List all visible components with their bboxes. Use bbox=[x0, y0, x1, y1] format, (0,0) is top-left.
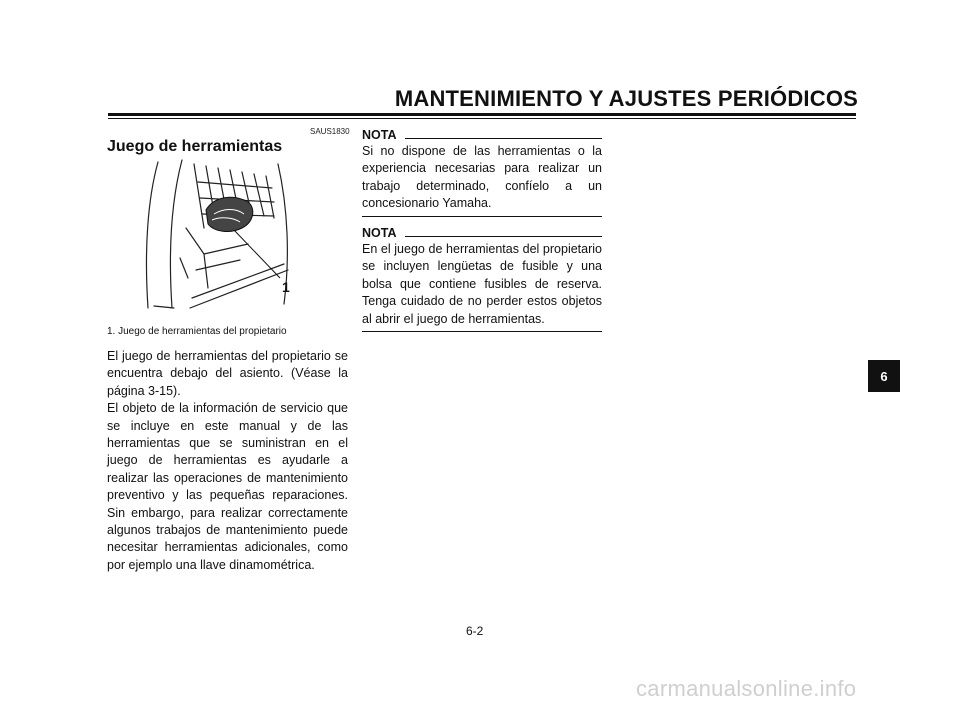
note-text: En el juego de herramientas del propietario se incluyen lengüetas de fusible y una bolsa que contiene fusibles de reserva. Tenga cuidado de no perder estos objetos al abrir el juego de herramientas. bbox=[362, 242, 602, 326]
note-rule bbox=[405, 138, 603, 139]
note-rule bbox=[405, 236, 603, 237]
header-rule-thin bbox=[108, 118, 856, 119]
note-box bbox=[362, 128, 602, 217]
figure-callout-number: 1 bbox=[282, 279, 290, 295]
section-body bbox=[107, 348, 348, 574]
toolkit-illustration bbox=[138, 158, 300, 316]
section-code: SAUS1830 bbox=[310, 127, 350, 136]
note-box bbox=[362, 226, 602, 332]
note-text: Si no dispone de las herramientas o la experiencia necesarias para realizar un trabajo determinado, confíelo a un concesionario Yamaha. bbox=[362, 144, 602, 211]
page-header-title: MANTENIMIENTO Y AJUSTES PERIÓDICOS bbox=[394, 86, 858, 111]
watermark: carmanualsonline.info bbox=[636, 676, 857, 701]
note-label: NOTA bbox=[362, 128, 397, 142]
chapter-tab: 6 bbox=[868, 360, 900, 392]
body-paragraph: El juego de herramientas del propietario se encuentra debajo del asiento. (Véase la página 3-15). bbox=[107, 349, 348, 398]
note-end-rule bbox=[362, 216, 602, 217]
note-label: NOTA bbox=[362, 226, 397, 240]
page-number: 6-2 bbox=[466, 624, 484, 638]
note-heading bbox=[362, 226, 602, 240]
section-title: Juego de herramientas bbox=[107, 138, 283, 155]
figure-caption: 1. Juego de herramientas del propietario bbox=[107, 326, 287, 337]
note-end-rule bbox=[362, 331, 602, 332]
note-heading bbox=[362, 128, 602, 142]
body-paragraph: El objeto de la información de servicio que se incluye en este manual y de las herramientas que se suministran en el juego de herramientas es ayudarle a realizar las operaciones de mantenimiento preventivo y las pequeñas reparaciones. Sin embargo, para realizar correctamente algunos trabajos de mantenimiento puede necesitar herramientas adicionales, como por ejemplo una llave dinamométrica. bbox=[107, 401, 348, 572]
header-rule bbox=[108, 113, 856, 116]
